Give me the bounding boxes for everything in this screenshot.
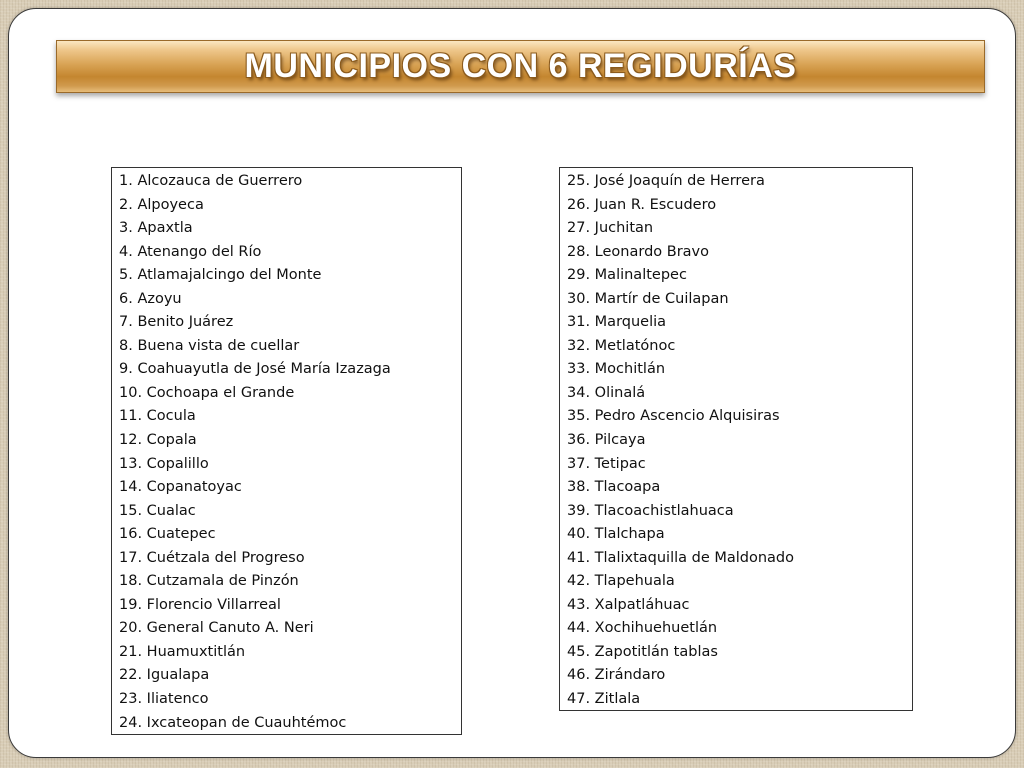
list-item: 34. Olinalá <box>567 384 646 401</box>
list-item: 42. Tlapehuala <box>567 573 675 590</box>
list-item: 4. Atenango del Río <box>119 243 262 260</box>
list-item: 9. Coahuayutla de José María Izazaga <box>119 361 391 378</box>
list-item: 43. Xalpatláhuac <box>567 596 690 613</box>
municipality-list-right <box>559 167 913 711</box>
list-item: 39. Tlacoachistlahuaca <box>567 502 734 519</box>
list-item: 19. Florencio Villarreal <box>119 596 281 613</box>
list-item: 20. General Canuto A. Neri <box>119 620 314 637</box>
list-item: 5. Atlamajalcingo del Monte <box>119 267 322 284</box>
list-item: 35. Pedro Ascencio Alquisiras <box>567 408 780 425</box>
list-item: 44. Xochihuehuetlán <box>567 620 718 637</box>
title-banner <box>56 40 985 93</box>
municipality-list-items-left <box>112 170 461 735</box>
list-item: 22. Igualapa <box>119 667 210 684</box>
list-item: 21. Huamuxtitlán <box>119 643 246 660</box>
list-item: 29. Malinaltepec <box>567 267 687 284</box>
list-item: 27. Juchitan <box>567 220 654 237</box>
list-item: 30. Martír de Cuilapan <box>567 290 729 307</box>
list-item: 8. Buena vista de cuellar <box>119 337 300 354</box>
list-item: 25. José Joaquín de Herrera <box>567 173 765 189</box>
list-item: 31. Marquelia <box>567 314 667 331</box>
list-item: 47. Zitlala <box>567 691 641 708</box>
list-item: 24. Ixcateopan de Cuauhtémoc <box>119 714 347 731</box>
municipality-list-items-right <box>560 170 912 712</box>
slide-title: MUNICIPIOS CON 6 REGIDURÍAS <box>244 47 797 85</box>
list-item: 26. Juan R. Escudero <box>567 196 717 213</box>
list-item: 10. Cochoapa el Grande <box>119 384 295 401</box>
list-item: 28. Leonardo Bravo <box>567 243 709 260</box>
list-item: 13. Copalillo <box>119 455 209 472</box>
list-item: 17. Cuétzala del Progreso <box>119 549 305 566</box>
list-item: 45. Zapotitlán tablas <box>567 643 718 660</box>
municipality-list-left <box>111 167 462 735</box>
list-item: 23. Iliatenco <box>119 691 209 708</box>
list-item: 1. Alcozauca de Guerrero <box>119 173 303 189</box>
list-item: 15. Cualac <box>119 502 196 519</box>
list-item: 46. Zirándaro <box>567 667 666 684</box>
list-item: 6. Azoyu <box>119 290 182 307</box>
list-item: 12. Copala <box>119 432 197 449</box>
list-item: 11. Cocula <box>119 408 196 425</box>
list-item: 36. Pilcaya <box>567 432 646 449</box>
list-item: 14. Copanatoyac <box>119 479 242 496</box>
list-item: 37. Tetipac <box>567 455 646 472</box>
list-item: 40. Tlalchapa <box>567 526 665 543</box>
list-item: 33. Mochitlán <box>567 361 666 378</box>
list-item: 2. Alpoyeca <box>119 196 204 213</box>
list-item: 32. Metlatónoc <box>567 337 676 354</box>
list-item: 16. Cuatepec <box>119 526 216 543</box>
list-item: 7. Benito Juárez <box>119 314 234 331</box>
list-item: 3. Apaxtla <box>119 220 193 237</box>
list-item: 38. Tlacoapa <box>567 479 661 496</box>
list-item: 41. Tlalixtaquilla de Maldonado <box>567 549 795 566</box>
list-item: 18. Cutzamala de Pinzón <box>119 573 299 590</box>
